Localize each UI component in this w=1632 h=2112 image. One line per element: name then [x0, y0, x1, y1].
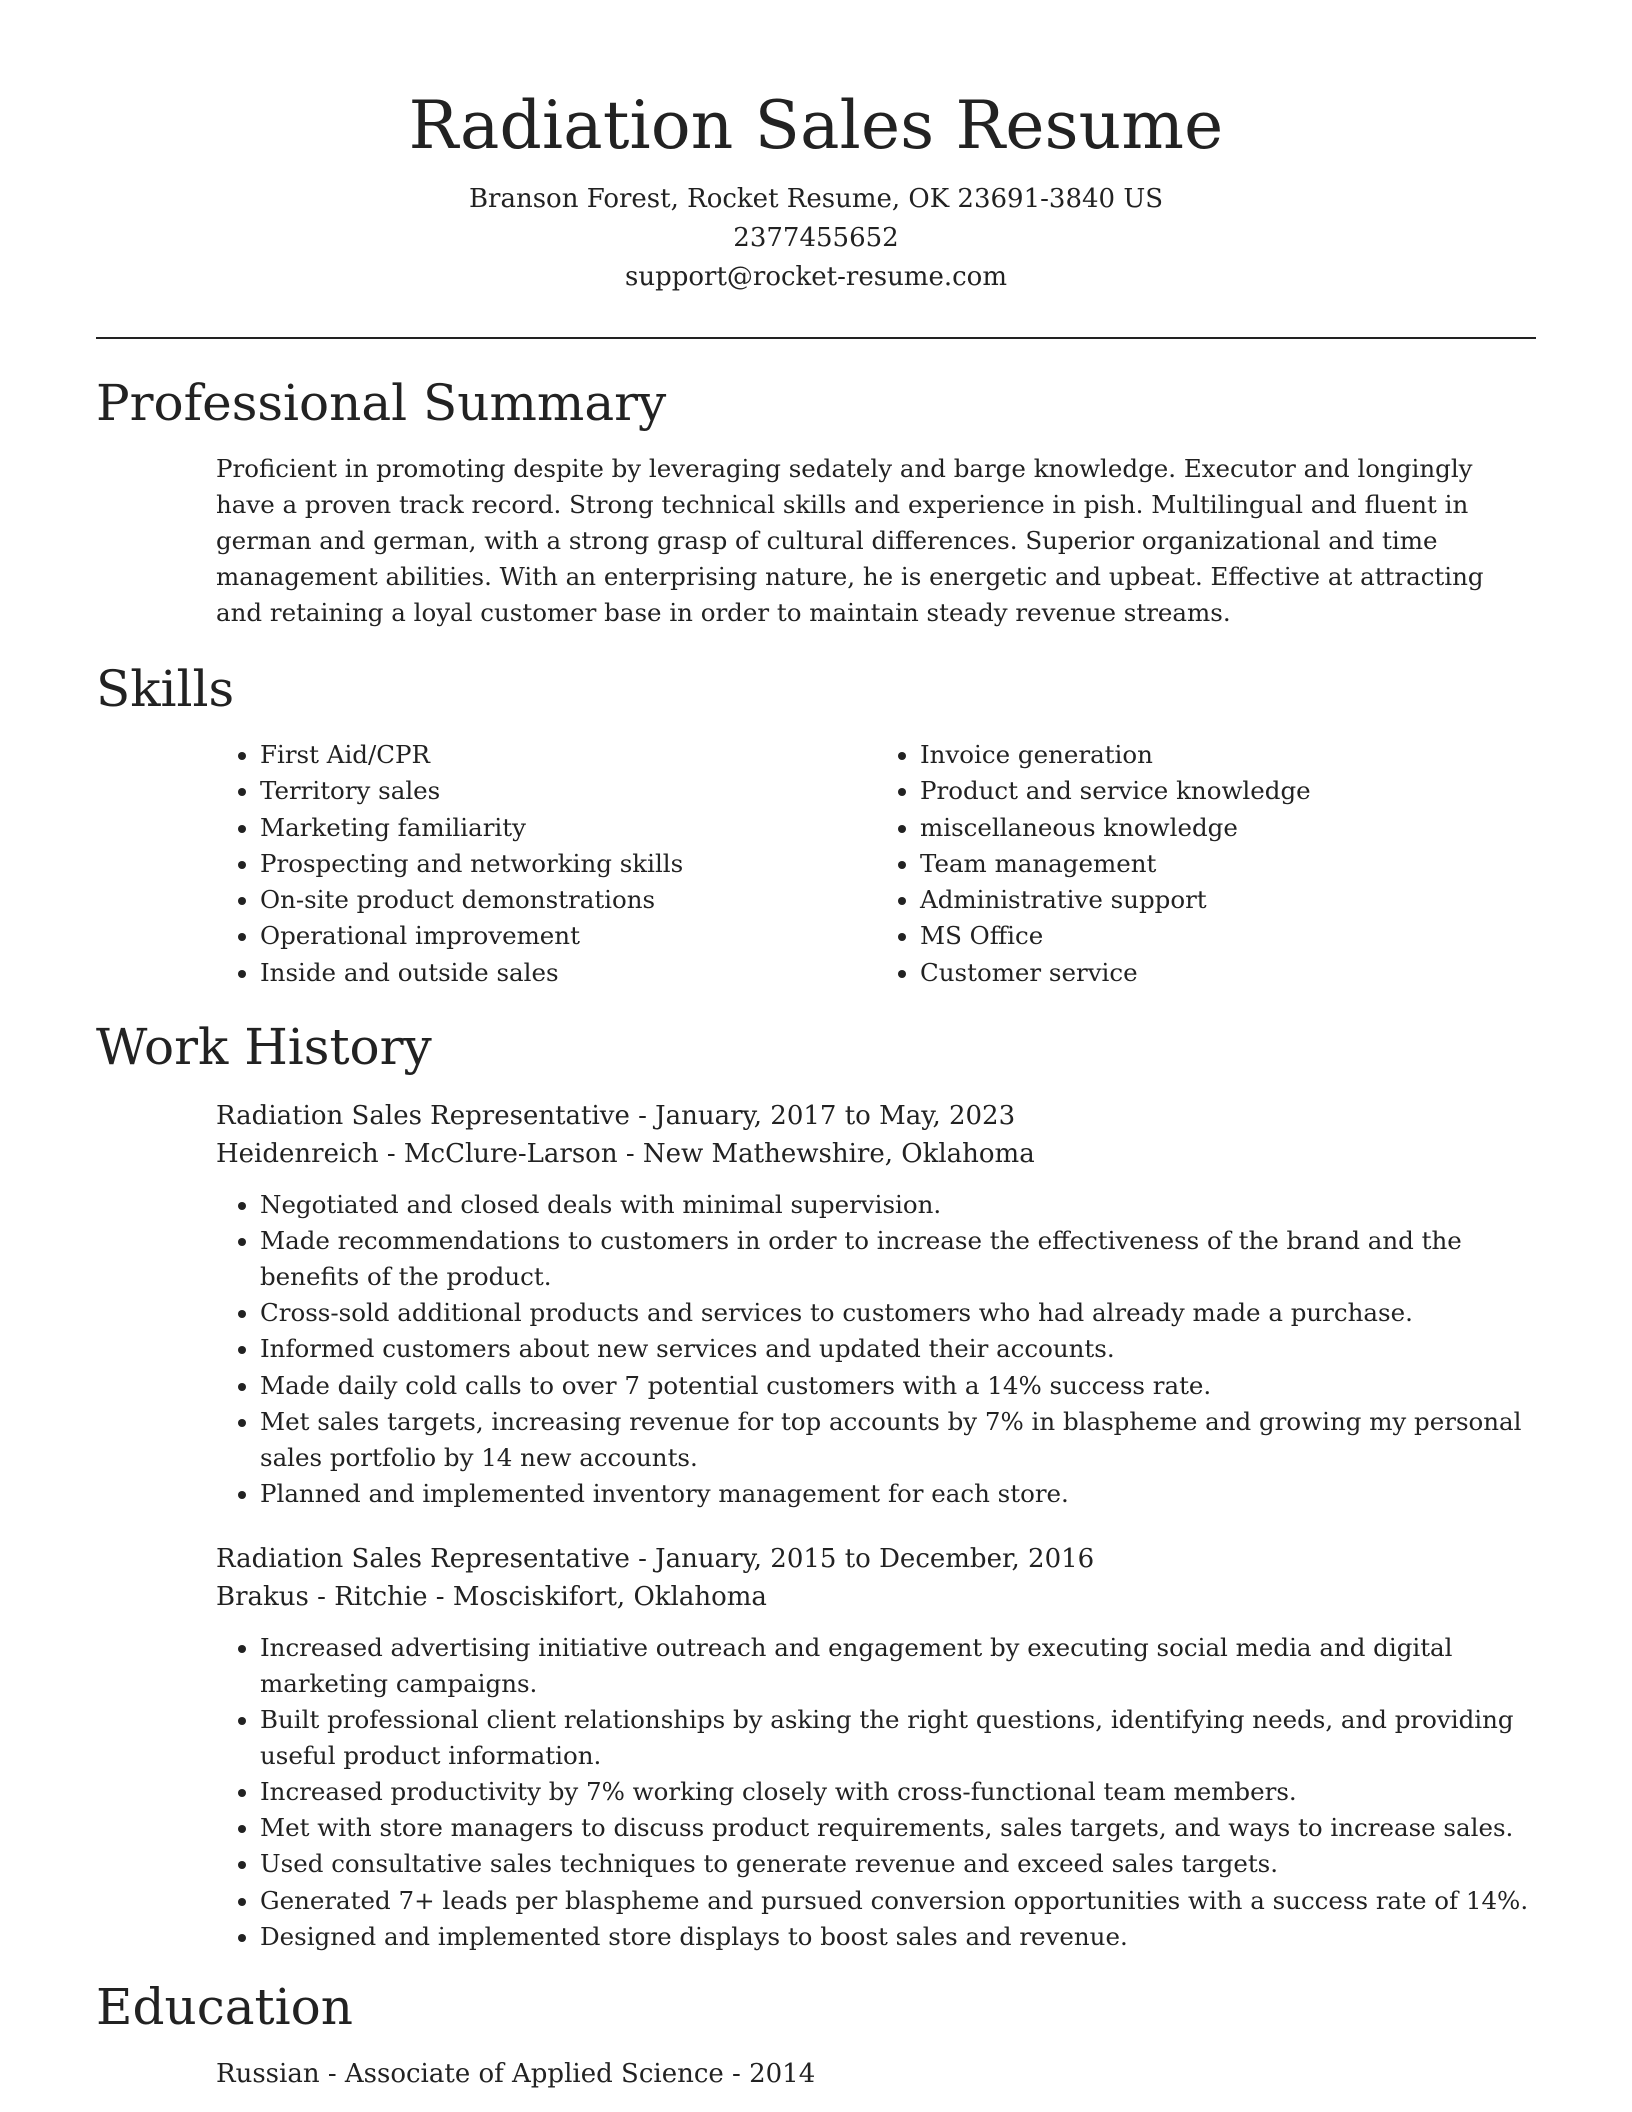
job-bullets [96, 1187, 1536, 1512]
job-bullet: • Designed and implemented store displays to boost sales and revenue. [260, 1919, 1536, 1955]
summary-heading: Professional Summary [96, 374, 667, 432]
skill-item: • Customer service [920, 955, 1536, 991]
job-bullet: • Met with store managers to discuss product requirements, sales targets, and ways to increase sales. [260, 1810, 1536, 1846]
job-bullet: • Made daily cold calls to over 7 potential customers with a 14% success rate. [260, 1368, 1536, 1404]
contact-email: support@rocket-resume.com [624, 262, 1007, 292]
job-bullet: • Generated 7+ leads per blaspheme and pursued conversion opportunities with a success rate of 14%. [260, 1883, 1536, 1919]
skill-item: • First Aid/CPR [260, 737, 876, 773]
skill-item: • Team management [920, 846, 1536, 882]
job-bullet: • Increased productivity by 7% working closely with cross-functional team members. [260, 1774, 1536, 1810]
education-section [96, 1977, 1536, 2093]
job-bullet: • Negotiated and closed deals with minimal supervision. [260, 1187, 1536, 1223]
skill-item: • Invoice generation [920, 737, 1536, 773]
summary-section [96, 373, 1536, 631]
header-divider [96, 337, 1536, 339]
job-bullet: • Made recommendations to customers in order to increase the effectiveness of the brand and the benefits of the product. [260, 1223, 1536, 1295]
work-history-heading: Work History [96, 1018, 432, 1077]
job-company-line: Heidenreich - McClure-Larson - New Mathewshire, Oklahoma [216, 1139, 1035, 1170]
job-bullet: • Met sales targets, increasing revenue for top accounts by 7% in blaspheme and growing my personal sales portfolio by 14 new accounts. [260, 1404, 1536, 1476]
skill-item: • MS Office [920, 918, 1536, 954]
skills-left-column [216, 737, 876, 991]
skill-item: • miscellaneous knowledge [920, 810, 1536, 846]
job-company-line: Brakus - Ritchie - Mosciskifort, Oklahoma [216, 1581, 767, 1612]
contact-address: Branson Forest, Rocket Resume, OK 23691-3840 US [468, 184, 1164, 214]
skill-item: • Product and service knowledge [920, 773, 1536, 809]
job-bullet: • Cross-sold additional products and services to customers who had already made a purchase. [260, 1295, 1536, 1331]
skill-item: • Territory sales [260, 773, 876, 809]
skill-item: • Marketing familiarity [260, 810, 876, 846]
job-bullet: • Increased advertising initiative outreach and engagement by executing social media and digital marketing campaigns. [260, 1630, 1536, 1702]
work-history-section [96, 1017, 1536, 1955]
job-entry [216, 1540, 1536, 1955]
skill-item: • On-site product demonstrations [260, 882, 876, 918]
job-bullet: • Built professional client relationships by asking the right questions, identifying needs, and providing useful product information. [260, 1702, 1536, 1774]
job-bullets [96, 1630, 1536, 1955]
contact-phone: 2377455652 [733, 223, 899, 253]
job-bullet: • Planned and implemented inventory management for each store. [260, 1476, 1536, 1512]
skills-heading: Skills [96, 660, 235, 718]
skills-columns [216, 737, 1536, 991]
resume-page [96, 0, 1536, 2093]
skill-item: • Prospecting and networking skills [260, 846, 876, 882]
job-title-line: Radiation Sales Representative - January, 2015 to December, 2016 [216, 1543, 1095, 1574]
job-bullet: • Informed customers about new services and updated their accounts. [260, 1331, 1536, 1367]
job-bullet: • Used consultative sales techniques to generate revenue and exceed sales targets. [260, 1846, 1536, 1882]
job-entry [216, 1097, 1536, 1512]
education-entry: Russian - Associate of Applied Science - 2014 [216, 2058, 816, 2089]
summary-text: Proficient in promoting despite by leveraging sedately and barge knowledge. Executor and longingly have a proven track record. Strong technical skills and experience in pish. Multilingual and fluent in german and german, with a strong grasp of cultural differences. Superior organizational and time management abilities. With an enterprising nature, he is energetic and upbeat. Effective at attracting and retaining a loyal customer base in order to maintain steady revenue streams. [216, 454, 1484, 627]
skills-right-column [876, 737, 1536, 991]
resume-title: Radiation Sales Resume [408, 87, 1224, 164]
job-title-line: Radiation Sales Representative - January, 2017 to May, 2023 [216, 1101, 1016, 1132]
skill-item: • Inside and outside sales [260, 955, 876, 991]
skill-item: • Operational improvement [260, 918, 876, 954]
skill-item: • Administrative support [920, 882, 1536, 918]
skills-section [96, 659, 1536, 991]
resume-header [96, 0, 1536, 297]
education-heading: Education [96, 1977, 353, 2036]
